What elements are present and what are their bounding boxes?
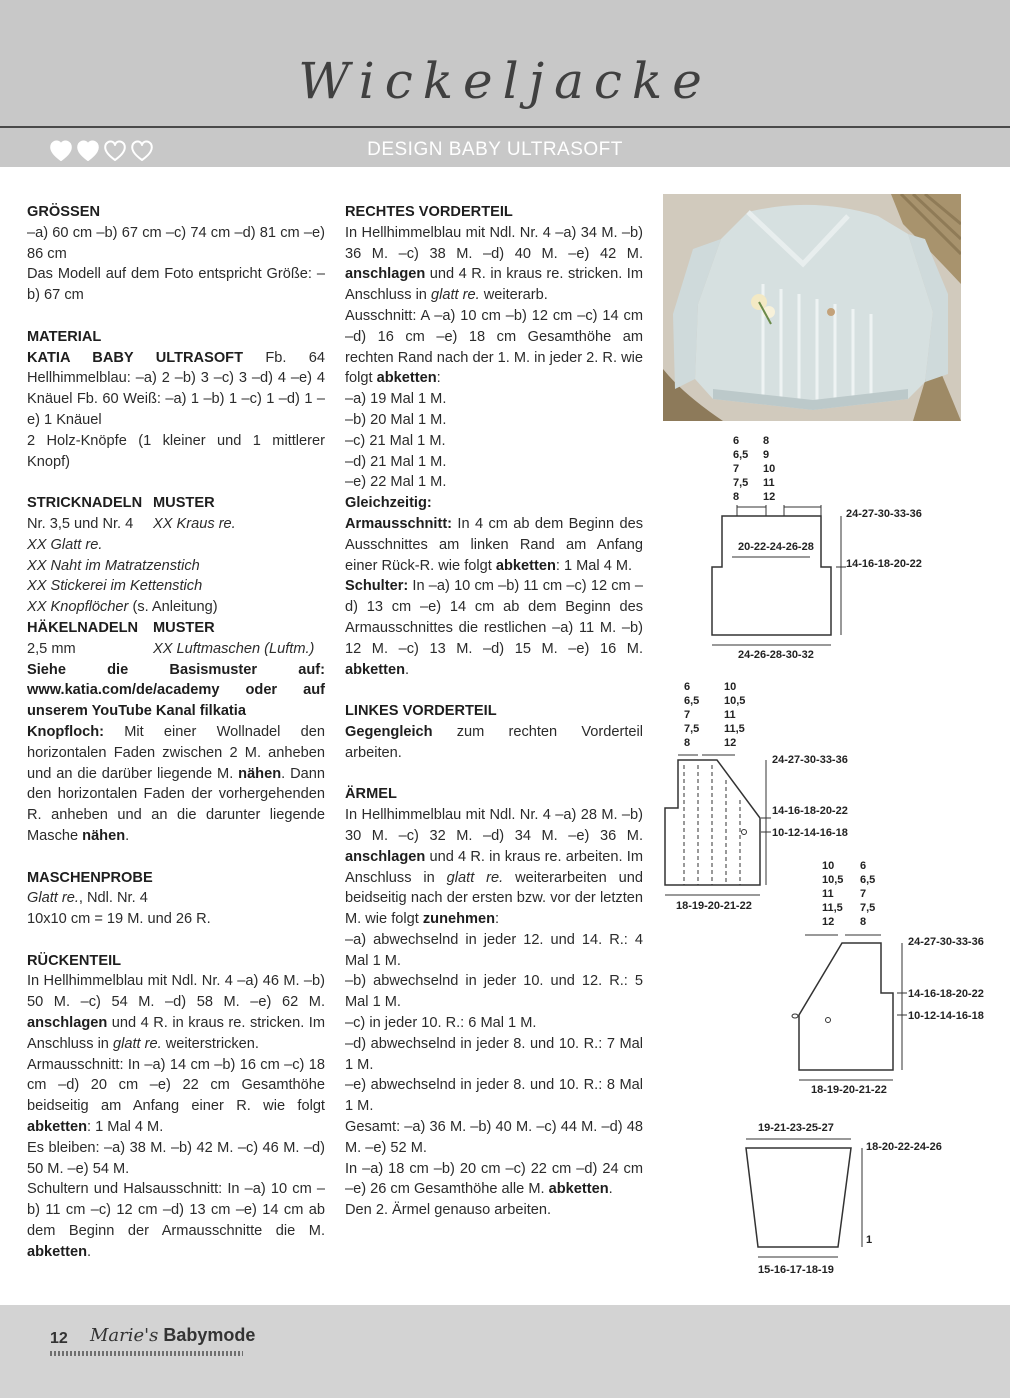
dim-label: 6 — [733, 435, 740, 447]
dim-label: 12 — [724, 737, 737, 749]
dim-label: 6,5 — [684, 695, 700, 707]
right-front-outline — [665, 760, 760, 885]
list-item: –d) 21 Mal 1 M. — [345, 453, 447, 470]
simultaneously-label: Gleichzeitig: — [345, 495, 432, 512]
list-item: –a) 19 Mal 1 M. — [345, 391, 447, 408]
dim-label: 10-12-14-16-18 — [908, 1010, 984, 1022]
left-front-text: Gegengleich zum rechten Vorderteil arbeiten. — [345, 723, 643, 761]
dim-label: 8 — [860, 916, 867, 928]
list-item: –e) 22 Mal 1 M. — [345, 474, 447, 491]
dim-label: 7 — [684, 709, 691, 721]
dim-label: 1 — [866, 1234, 873, 1246]
sleeve-text: In –a) 18 cm –b) 20 cm –c) 22 cm –d) 24 cm –e) 26 cm Gesamthöhe alle M. abketten. — [345, 1160, 643, 1198]
gauge-text: Glatt re., Ndl. Nr. 4 — [27, 890, 148, 907]
sleeve-text: Den 2. Ärmel genauso arbeiten. — [345, 1202, 552, 1219]
back-text: Armausschnitt: In –a) 14 cm –b) 16 cm –c) 18 cm –d) 20 cm –e) 22 cm Gesamthöhe beidseitig am Anfang einer R. wie folgt abketten: 1 Mal 4 M. — [27, 1056, 325, 1136]
sleeve-text: In Hellhimmelblau mit Ndl. Nr. 4 –a) 28 M. –b) 30 M. –c) 32 M. –d) 34 M. –e) 36 M. anschlagen und 4 R. in kraus re. arbeiten. Im Anschluss in glatt re. weiterarbeiten und beidseitig nach der ersten bzw. vor der letzten M. wie folgt zunehmen: — [345, 807, 643, 928]
pattern-item: XX Knopflöcher (s. Anleitung) — [27, 599, 218, 616]
wooden-button — [827, 308, 835, 316]
dim-label: 10,5 — [822, 874, 844, 886]
design-subtitle: DESIGN BABY ULTRASOFT — [367, 139, 623, 160]
dim-label: 11,5 — [724, 723, 745, 735]
dim-label: 14-16-18-20-22 — [846, 558, 922, 570]
dim-label: 24-27-30-33-36 — [846, 508, 922, 520]
list-item: –c) in jeder 10. R.: 6 Mal 1 M. — [345, 1015, 537, 1032]
section-heading-maschenprobe: MASCHENPROBE — [27, 869, 153, 886]
buttonhole-marker — [826, 1018, 831, 1023]
pattern-item: XX Glatt re. — [27, 536, 103, 553]
header-divider — [0, 126, 1010, 128]
sleeve-outline — [746, 1148, 851, 1247]
left-front-outline — [799, 943, 893, 1070]
dim-label: 18-20-22-24-26 — [866, 1141, 942, 1153]
dim-label: 8 — [684, 737, 691, 749]
dim-label: 20-22-24-26-28 — [738, 541, 814, 553]
buttons-text: 2 Holz-Knöpfe (1 kleiner und 1 mittlerer Knopf) — [27, 432, 325, 470]
dim-label: 7,5 — [733, 477, 749, 489]
material-text: KATIA BABY ULTRASOFT Fb. 64 Hellhimmelblau: –a) 2 –b) 3 –c) 3 –d) 4 –e) 4 Knäuel Fb. 60 Weiß: –a) 1 –b) 1 –c) 1 –d) 1 –e) 1 Knäuel — [27, 349, 325, 428]
magazine-name: Marie's Babymode — [90, 1325, 256, 1346]
dim-label: 10-12-14-16-18 — [772, 827, 848, 839]
dim-label: 6 — [860, 860, 867, 872]
dim-label: 11 — [724, 709, 736, 721]
pattern-item: XX Stickerei im Kettenstich — [27, 578, 203, 595]
dim-label: 10 — [822, 860, 835, 872]
dim-label: 7,5 — [860, 902, 876, 914]
section-heading-material: MATERIAL — [27, 328, 102, 345]
dim-label: 7,5 — [684, 723, 700, 735]
buttonhole-text: Knopfloch: Mit einer Wollnadel den horizontalen Faden zwischen 2 M. anheben und an die darüber liegende M. nähen. Dann den horizontalen Faden der vorhergehenden R. anheben und an die darunter liegende Masche nähen. — [27, 723, 325, 844]
dim-label: 18-19-20-21-22 — [811, 1084, 887, 1096]
rib-guide-lines — [684, 765, 740, 885]
section-heading-aermel: ÄRMEL — [345, 786, 397, 803]
dim-label: 24-26-28-30-32 — [738, 649, 814, 661]
dim-label: 6,5 — [733, 449, 749, 461]
dim-label: 14-16-18-20-22 — [908, 988, 984, 1000]
dim-label: 24-27-30-33-36 — [772, 754, 848, 766]
back-text: In Hellhimmelblau mit Ndl. Nr. 4 –a) 46 M. –b) 50 M. –c) 54 M. –d) 58 M. –e) 62 M. anschlagen und 4 R. in kraus re. stricken. Im Anschluss in glatt re. weiterstricken. — [27, 973, 325, 1052]
page-title: Wickeljacke — [298, 52, 712, 110]
dim-label: 12 — [763, 491, 776, 503]
dim-label: 12 — [822, 916, 835, 928]
dim-label: 8 — [763, 435, 770, 447]
dim-label: 6,5 — [860, 874, 876, 886]
dim-label: 14-16-18-20-22 — [772, 805, 848, 817]
right-front-text: Armausschnitt: In 4 cm ab dem Beginn des Ausschnittes am linken Rand am Anfang einer Rück-R. wie folgt abketten: 1 Mal 4 M. — [345, 515, 643, 574]
section-heading-rechtes-vorderteil: RECHTES VORDERTEIL — [345, 204, 513, 220]
list-item: –d) abwechselnd in jeder 8. und 10. R.: 7 Mal 1 M. — [345, 1035, 643, 1073]
back-text: Es bleiben: –a) 38 M. –b) 42 M. –c) 46 M. –d) 50 M. –e) 54 M. — [27, 1139, 325, 1177]
dim-label: 10,5 — [724, 695, 746, 707]
list-item: –a) abwechselnd in jeder 12. und 14. R.: 4 Mal 1 M. — [345, 931, 643, 969]
dim-label: 10 — [724, 681, 737, 693]
back-text: Schultern und Halsausschnitt: In –a) 10 cm –b) 11 cm –c) 12 cm –d) 13 cm –e) 14 cm ab dem Beginn der Armausschnitte die M. abketten. — [27, 1181, 325, 1260]
gauge-text: 10x10 cm = 19 M. und 26 R. — [27, 911, 211, 928]
sleeve-total: Gesamt: –a) 36 M. –b) 40 M. –c) 44 M. –d) 48 M. –e) 52 M. — [345, 1119, 643, 1156]
model-size-text: Das Modell auf dem Foto entspricht Größe: –b) 67 cm — [27, 266, 325, 304]
hearts-rating-icon — [48, 138, 160, 164]
crochet-header-row: HÄKELNADELN MUSTER — [27, 619, 215, 636]
crochet-row: 2,5 mm XX Luftmaschen (Luftm.) — [27, 640, 315, 657]
dim-label: 11 — [822, 888, 834, 900]
dim-label: 11 — [763, 477, 775, 489]
section-heading-linkes-vorderteil: LINKES VORDERTEIL — [345, 703, 497, 720]
list-item: –b) 20 Mal 1 M. — [345, 411, 447, 428]
dim-label: 18-19-20-21-22 — [676, 900, 752, 912]
right-front-text: Schulter: In –a) 10 cm –b) 11 cm –c) 12 cm –d) 13 cm –e) 14 cm ab dem Beginn des Armausschnittes die restlichen –a) 11 M. –b) 12 M. –c) 13 M. –d) 15 M. –e) 16 M. abketten. — [345, 578, 643, 678]
dim-label: 10 — [763, 463, 776, 475]
list-item: –c) 21 Mal 1 M. — [345, 432, 446, 449]
back-piece-outline — [712, 516, 831, 635]
buttonhole-marker — [742, 830, 747, 835]
list-item: –b) abwechselnd in jeder 10. und 12. R.: 5 Mal 1 M. — [345, 973, 643, 1011]
dim-label: 7 — [860, 888, 867, 900]
section-heading-rueckenteil: RÜCKENTEIL — [27, 952, 122, 969]
column-middle — [345, 202, 643, 1221]
needles-row: Nr. 3,5 und Nr. 4 XX Kraus re. — [27, 515, 236, 532]
right-front-text: Ausschnitt: A –a) 10 cm –b) 12 cm –c) 14 cm –d) 16 cm –e) 18 cm Gesamthöhe am rechten Rand nach der 1. M. in jeder 2. R. wie folgt abketten: — [345, 307, 643, 387]
product-photo — [663, 194, 961, 421]
list-item: –e) abwechselnd in jeder 8. und 10. R.: 8 Mal 1 M. — [345, 1077, 643, 1115]
footer-rule — [50, 1351, 243, 1356]
dim-label: 19-21-23-25-27 — [758, 1122, 834, 1134]
dim-label: 24-27-30-33-36 — [908, 936, 984, 948]
dim-label: 6 — [684, 681, 691, 693]
dim-label: 11,5 — [822, 902, 843, 914]
pattern-item: XX Naht im Matratzenstich — [27, 557, 200, 574]
section-heading-groessen: GRÖSSEN — [27, 204, 100, 220]
dim-label: 7 — [733, 463, 740, 475]
sizes-text: –a) 60 cm –b) 67 cm –c) 74 cm –d) 81 cm –e) 86 cm — [27, 224, 325, 262]
dim-label: 8 — [733, 491, 740, 503]
right-front-text: In Hellhimmelblau mit Ndl. Nr. 4 –a) 34 M. –b) 36 M. –c) 38 M. –d) 40 M. –e) 42 M. anschlagen und 4 R. in kraus re. stricken. Im Anschluss in glatt re. weiterarb. — [345, 224, 643, 304]
needles-header-row: STRICKNADELN MUSTER — [27, 495, 215, 512]
dim-label: 15-16-17-18-19 — [758, 1264, 834, 1276]
dim-label: 9 — [763, 449, 770, 461]
basis-pattern-link-text: Siehe die Basismuster auf: www.katia.com/de/academy oder auf unserem YouTube Kanal filkatia — [27, 661, 325, 720]
page-number: 12 — [50, 1330, 68, 1347]
column-left — [27, 202, 325, 1263]
